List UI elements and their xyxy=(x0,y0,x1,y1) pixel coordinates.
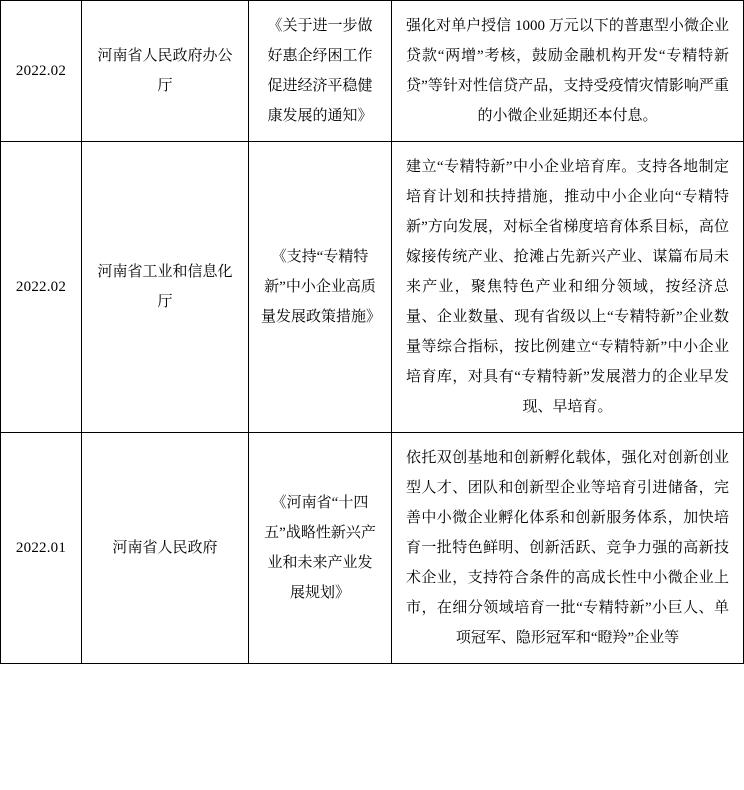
table-row xyxy=(1,142,744,433)
title-text: 《河南省“十四五”战略性新兴产业和未来产业发展规划》 xyxy=(264,495,376,601)
table-body xyxy=(1,1,744,664)
title-text: 《关于进一步做好惠企纾困工作促进经济平稳健康发展的通知》 xyxy=(267,18,373,124)
cell-content xyxy=(392,433,744,664)
table-row xyxy=(1,433,744,664)
content-text: 强化对单户授信 1000 万元以下的普惠型小微企业贷款“两增”考核，鼓励金融机构开发“专精特新贷”等针对性信贷产品，支持受疫情灾情影响严重的小微企业延期还本付息。 xyxy=(406,18,729,124)
date-text: 2022.01 xyxy=(15,540,67,556)
title-text: 《支持“专精特新”中小企业高质量发展政策措施》 xyxy=(261,249,382,325)
issuer-text: 河南省工业和信息化厅 xyxy=(97,264,233,310)
cell-issuer xyxy=(82,142,249,433)
cell-title xyxy=(249,142,392,433)
cell-content xyxy=(392,142,744,433)
date-text: 2022.02 xyxy=(15,63,67,79)
content-text: 建立“专精特新”中小企业培育库。支持各地制定培育计划和扶持措施，推动中小企业向“专精特新”方向发展，对标全省梯度培育体系目标，高位嫁接传统产业、抢滩占先新兴产业、谋篇布局未来产业，聚焦特色产业和细分领域，按经济总量、企业数量、现有省级以上“专精特新”企业数量等综合指标，按比例建立“专精特新”中小企业培育库，对具有“专精特新”发展潜力的企业早发现、早培育。 xyxy=(406,159,729,415)
cell-date xyxy=(1,1,82,142)
cell-content xyxy=(392,1,744,142)
content-text: 依托双创基地和创新孵化载体，强化对创新创业型人才、团队和创新型企业等培育引进储备，完善中小微企业孵化体系和创新服务体系，加快培育一批特色鲜明、创新活跃、竞争力强的高新技术企业，支持符合条件的高成长性中小微企业上市，在细分领域培育一批“专精特新”小巨人、单项冠军、隐形冠军和“瞪羚”企业等 xyxy=(406,450,729,646)
issuer-text: 河南省人民政府办公厅 xyxy=(97,48,233,94)
cell-title xyxy=(249,433,392,664)
issuer-text: 河南省人民政府 xyxy=(112,540,218,556)
cell-date xyxy=(1,142,82,433)
date-text: 2022.02 xyxy=(15,279,67,295)
cell-issuer xyxy=(82,1,249,142)
cell-title xyxy=(249,1,392,142)
cell-issuer xyxy=(82,433,249,664)
table-row xyxy=(1,1,744,142)
cell-date xyxy=(1,433,82,664)
